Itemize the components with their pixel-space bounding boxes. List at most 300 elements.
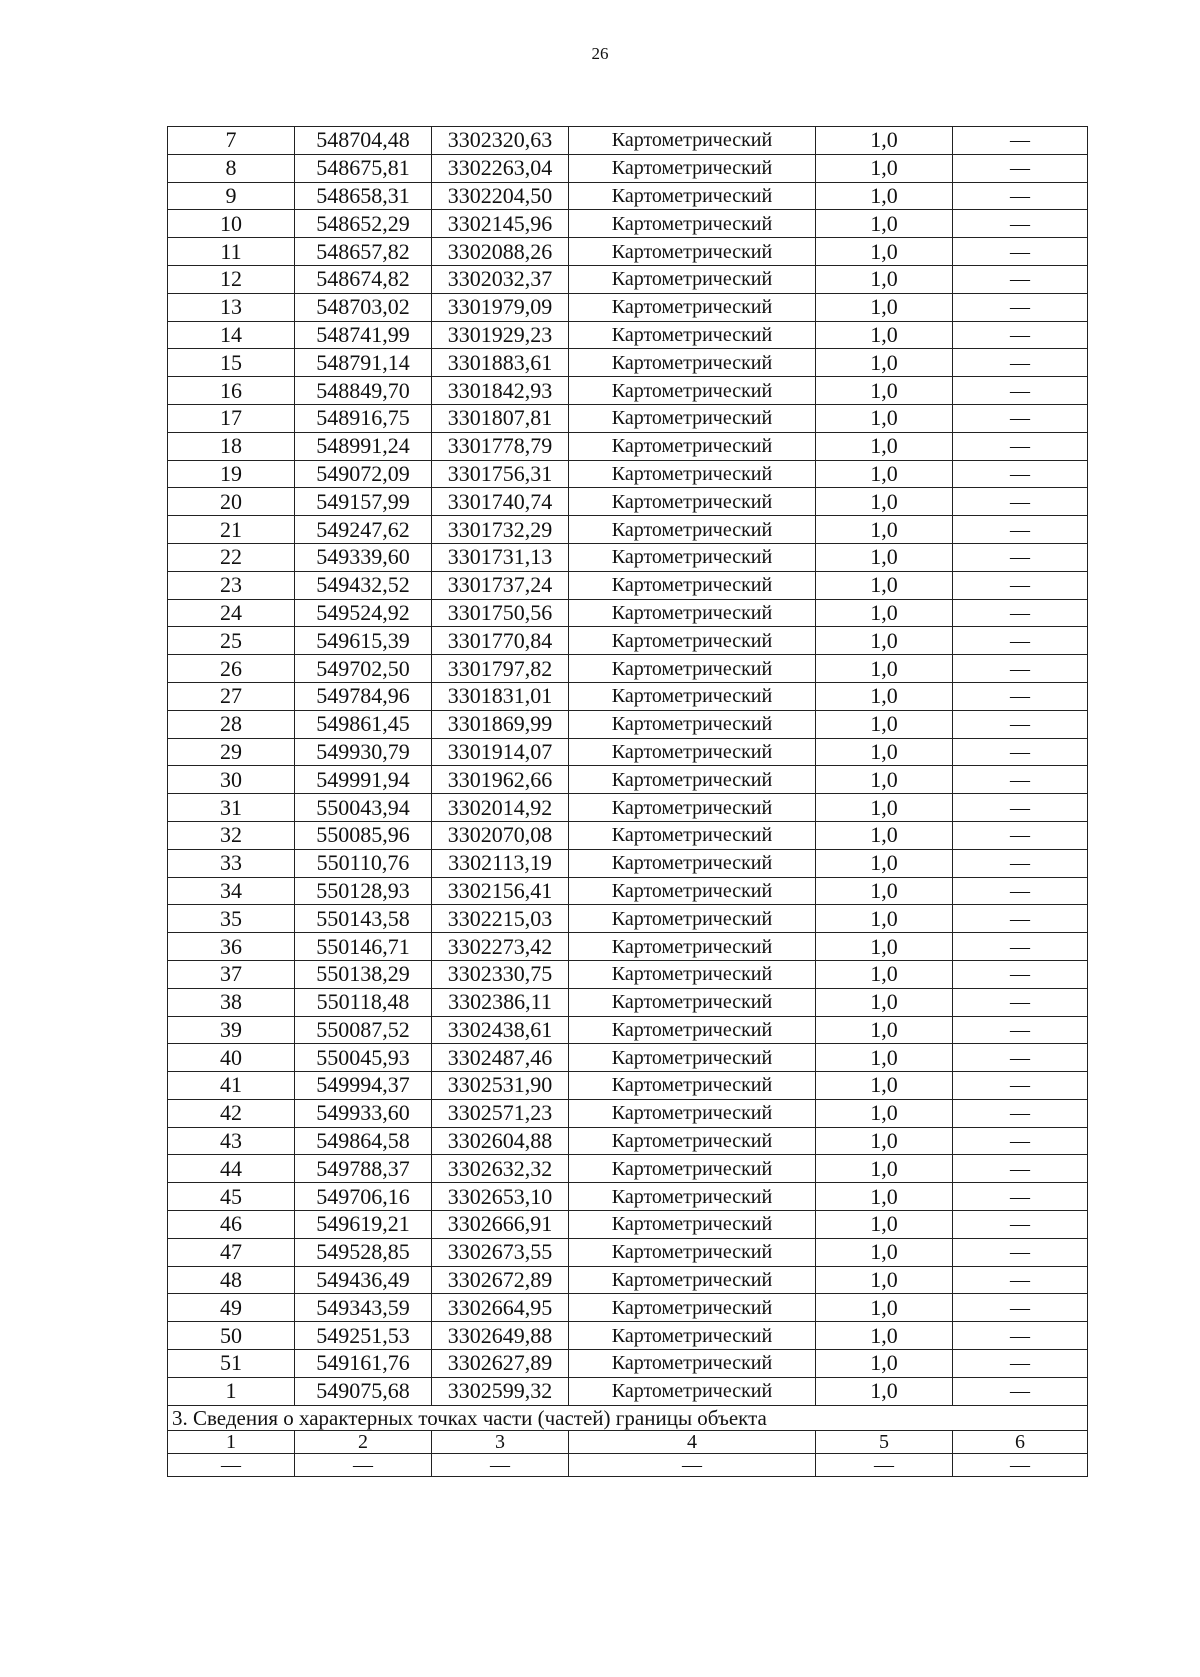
table-row: [168, 1127, 1088, 1155]
note-cell: —: [953, 1322, 1088, 1350]
note-cell: —: [953, 1155, 1088, 1183]
x-coordinate-cell: 549075,68: [295, 1377, 432, 1405]
section-3-row: [168, 1405, 1088, 1430]
note-cell: —: [953, 877, 1088, 905]
method-cell: Картометрический: [569, 377, 816, 405]
note-cell: —: [953, 794, 1088, 822]
point-number-cell: 33: [168, 849, 295, 877]
table-row: [168, 210, 1088, 238]
table-row: [168, 1155, 1088, 1183]
method-cell: Картометрический: [569, 488, 816, 516]
y-coordinate-cell: 3301869,99: [432, 710, 569, 738]
table-row: [168, 1016, 1088, 1044]
point-number-cell: 15: [168, 349, 295, 377]
y-coordinate-cell: 3302599,32: [432, 1377, 569, 1405]
y-coordinate-cell: 3302649,88: [432, 1322, 569, 1350]
method-cell: Картометрический: [569, 349, 816, 377]
point-number-cell: 25: [168, 627, 295, 655]
y-coordinate-cell: 3301797,82: [432, 655, 569, 683]
note-cell: —: [953, 1099, 1088, 1127]
table-row: [168, 1294, 1088, 1322]
accuracy-cell: 1,0: [816, 1072, 953, 1100]
accuracy-cell: 1,0: [816, 1266, 953, 1294]
table-row: [168, 265, 1088, 293]
point-number-cell: 18: [168, 432, 295, 460]
table-row: [168, 849, 1088, 877]
method-cell: Картометрический: [569, 682, 816, 710]
method-cell: Картометрический: [569, 1350, 816, 1378]
y-coordinate-cell: 3302487,46: [432, 1044, 569, 1072]
method-cell: Картометрический: [569, 293, 816, 321]
y-coordinate-cell: 3302032,37: [432, 265, 569, 293]
method-cell: Картометрический: [569, 432, 816, 460]
x-coordinate-cell: 548703,02: [295, 293, 432, 321]
note-cell: —: [953, 960, 1088, 988]
note-cell: —: [953, 1183, 1088, 1211]
method-cell: Картометрический: [569, 182, 816, 210]
table-row: [168, 516, 1088, 544]
method-cell: Картометрический: [569, 821, 816, 849]
y-coordinate-cell: 3302531,90: [432, 1072, 569, 1100]
method-cell: Картометрический: [569, 516, 816, 544]
x-coordinate-cell: 549706,16: [295, 1183, 432, 1211]
point-number-cell: 37: [168, 960, 295, 988]
method-cell: Картометрический: [569, 933, 816, 961]
x-coordinate-cell: 548704,48: [295, 127, 432, 155]
y-coordinate-cell: 3302070,08: [432, 821, 569, 849]
point-number-cell: 45: [168, 1183, 295, 1211]
table-row: [168, 794, 1088, 822]
note-cell: —: [953, 1127, 1088, 1155]
table-row: [168, 821, 1088, 849]
x-coordinate-cell: 549247,62: [295, 516, 432, 544]
note-cell: —: [953, 1016, 1088, 1044]
x-coordinate-cell: 549343,59: [295, 1294, 432, 1322]
accuracy-cell: 1,0: [816, 488, 953, 516]
y-coordinate-cell: 3301979,09: [432, 293, 569, 321]
table-row: [168, 1072, 1088, 1100]
y-coordinate-cell: 3302320,63: [432, 127, 569, 155]
accuracy-cell: 1,0: [816, 1127, 953, 1155]
method-cell: Картометрический: [569, 238, 816, 266]
point-number-cell: 1: [168, 1377, 295, 1405]
table-row: [168, 960, 1088, 988]
method-cell: Картометрический: [569, 738, 816, 766]
x-coordinate-cell: 549524,92: [295, 599, 432, 627]
y-coordinate-cell: 3302386,11: [432, 988, 569, 1016]
point-number-cell: 22: [168, 543, 295, 571]
x-coordinate-cell: 549436,49: [295, 1266, 432, 1294]
note-cell: —: [953, 627, 1088, 655]
x-coordinate-cell: 550118,48: [295, 988, 432, 1016]
method-cell: Картометрический: [569, 1377, 816, 1405]
table-row: [168, 766, 1088, 794]
table-row: [168, 988, 1088, 1016]
x-coordinate-cell: 549339,60: [295, 543, 432, 571]
coordinates-table-body: [168, 127, 1088, 1406]
point-number-cell: 50: [168, 1322, 295, 1350]
x-coordinate-cell: 549864,58: [295, 1127, 432, 1155]
accuracy-cell: 1,0: [816, 1044, 953, 1072]
table-row: [168, 599, 1088, 627]
table-row: [168, 933, 1088, 961]
note-cell: —: [953, 821, 1088, 849]
accuracy-cell: 1,0: [816, 738, 953, 766]
x-coordinate-cell: 548657,82: [295, 238, 432, 266]
section-3-empty-row: [168, 1453, 1088, 1476]
x-coordinate-cell: 549994,37: [295, 1072, 432, 1100]
y-coordinate-cell: 3302666,91: [432, 1211, 569, 1239]
method-cell: Картометрический: [569, 877, 816, 905]
accuracy-cell: 1,0: [816, 1099, 953, 1127]
accuracy-cell: 1,0: [816, 849, 953, 877]
x-coordinate-cell: 550143,58: [295, 905, 432, 933]
y-coordinate-cell: 3302145,96: [432, 210, 569, 238]
y-coordinate-cell: 3302438,61: [432, 1016, 569, 1044]
table-row: [168, 154, 1088, 182]
x-coordinate-cell: 549933,60: [295, 1099, 432, 1127]
method-cell: Картометрический: [569, 1238, 816, 1266]
section-3-header-cell: 2: [295, 1430, 432, 1453]
note-cell: —: [953, 655, 1088, 683]
point-number-cell: 13: [168, 293, 295, 321]
accuracy-cell: 1,0: [816, 516, 953, 544]
table-row: [168, 655, 1088, 683]
x-coordinate-cell: 548849,70: [295, 377, 432, 405]
accuracy-cell: 1,0: [816, 599, 953, 627]
point-number-cell: 8: [168, 154, 295, 182]
y-coordinate-cell: 3302604,88: [432, 1127, 569, 1155]
method-cell: Картометрический: [569, 127, 816, 155]
method-cell: Картометрический: [569, 1155, 816, 1183]
table-row: [168, 1322, 1088, 1350]
point-number-cell: 47: [168, 1238, 295, 1266]
point-number-cell: 11: [168, 238, 295, 266]
accuracy-cell: 1,0: [816, 1211, 953, 1239]
y-coordinate-cell: 3302571,23: [432, 1099, 569, 1127]
table-row: [168, 182, 1088, 210]
note-cell: —: [953, 238, 1088, 266]
note-cell: —: [953, 1211, 1088, 1239]
point-number-cell: 9: [168, 182, 295, 210]
point-number-cell: 29: [168, 738, 295, 766]
point-number-cell: 41: [168, 1072, 295, 1100]
note-cell: —: [953, 404, 1088, 432]
point-number-cell: 30: [168, 766, 295, 794]
y-coordinate-cell: 3302263,04: [432, 154, 569, 182]
accuracy-cell: 1,0: [816, 293, 953, 321]
method-cell: Картометрический: [569, 1016, 816, 1044]
table-row: [168, 488, 1088, 516]
y-coordinate-cell: 3302653,10: [432, 1183, 569, 1211]
y-coordinate-cell: 3301750,56: [432, 599, 569, 627]
point-number-cell: 12: [168, 265, 295, 293]
point-number-cell: 51: [168, 1350, 295, 1378]
y-coordinate-cell: 3302664,95: [432, 1294, 569, 1322]
section-3-empty-cell: —: [569, 1453, 816, 1476]
method-cell: Картометрический: [569, 905, 816, 933]
accuracy-cell: 1,0: [816, 238, 953, 266]
x-coordinate-cell: 549991,94: [295, 766, 432, 794]
y-coordinate-cell: 3302273,42: [432, 933, 569, 961]
method-cell: Картометрический: [569, 321, 816, 349]
y-coordinate-cell: 3302672,89: [432, 1266, 569, 1294]
point-number-cell: 17: [168, 404, 295, 432]
y-coordinate-cell: 3301831,01: [432, 682, 569, 710]
accuracy-cell: 1,0: [816, 794, 953, 822]
table-row: [168, 432, 1088, 460]
table-row: [168, 404, 1088, 432]
accuracy-cell: 1,0: [816, 404, 953, 432]
note-cell: —: [953, 738, 1088, 766]
note-cell: —: [953, 488, 1088, 516]
note-cell: —: [953, 988, 1088, 1016]
table-row: [168, 321, 1088, 349]
note-cell: —: [953, 905, 1088, 933]
note-cell: —: [953, 182, 1088, 210]
table-row: [168, 238, 1088, 266]
point-number-cell: 16: [168, 377, 295, 405]
accuracy-cell: 1,0: [816, 1183, 953, 1211]
table-row: [168, 738, 1088, 766]
x-coordinate-cell: 548991,24: [295, 432, 432, 460]
method-cell: Картометрический: [569, 766, 816, 794]
point-number-cell: 24: [168, 599, 295, 627]
x-coordinate-cell: 549251,53: [295, 1322, 432, 1350]
section-3-title: 3. Сведения о характерных точках части (частей) границы объекта: [168, 1405, 1088, 1430]
section-3-empty-cell: —: [953, 1453, 1088, 1476]
accuracy-cell: 1,0: [816, 460, 953, 488]
method-cell: Картометрический: [569, 1099, 816, 1127]
accuracy-cell: 1,0: [816, 766, 953, 794]
note-cell: —: [953, 682, 1088, 710]
accuracy-cell: 1,0: [816, 821, 953, 849]
note-cell: —: [953, 710, 1088, 738]
y-coordinate-cell: 3302088,26: [432, 238, 569, 266]
note-cell: —: [953, 265, 1088, 293]
y-coordinate-cell: 3302156,41: [432, 877, 569, 905]
point-number-cell: 19: [168, 460, 295, 488]
table-row: [168, 627, 1088, 655]
point-number-cell: 27: [168, 682, 295, 710]
y-coordinate-cell: 3301914,07: [432, 738, 569, 766]
table-row: [168, 1238, 1088, 1266]
method-cell: Картометрический: [569, 1266, 816, 1294]
y-coordinate-cell: 3302113,19: [432, 849, 569, 877]
table-row: [168, 1350, 1088, 1378]
point-number-cell: 10: [168, 210, 295, 238]
point-number-cell: 39: [168, 1016, 295, 1044]
x-coordinate-cell: 550110,76: [295, 849, 432, 877]
method-cell: Картометрический: [569, 655, 816, 683]
y-coordinate-cell: 3301929,23: [432, 321, 569, 349]
accuracy-cell: 1,0: [816, 1350, 953, 1378]
accuracy-cell: 1,0: [816, 571, 953, 599]
method-cell: Картометрический: [569, 1127, 816, 1155]
x-coordinate-cell: 550045,93: [295, 1044, 432, 1072]
note-cell: —: [953, 766, 1088, 794]
table-row: [168, 1266, 1088, 1294]
table-row: [168, 877, 1088, 905]
method-cell: Картометрический: [569, 599, 816, 627]
note-cell: —: [953, 849, 1088, 877]
section-3-empty-cell: —: [816, 1453, 953, 1476]
accuracy-cell: 1,0: [816, 960, 953, 988]
table-row: [168, 1377, 1088, 1405]
note-cell: —: [953, 571, 1088, 599]
method-cell: Картометрический: [569, 627, 816, 655]
accuracy-cell: 1,0: [816, 1294, 953, 1322]
accuracy-cell: 1,0: [816, 1238, 953, 1266]
y-coordinate-cell: 3301770,84: [432, 627, 569, 655]
table-row: [168, 905, 1088, 933]
point-number-cell: 7: [168, 127, 295, 155]
note-cell: —: [953, 543, 1088, 571]
page-number: 26: [591, 44, 609, 63]
y-coordinate-cell: 3301732,29: [432, 516, 569, 544]
note-cell: —: [953, 210, 1088, 238]
point-number-cell: 44: [168, 1155, 295, 1183]
point-number-cell: 31: [168, 794, 295, 822]
table-row: [168, 377, 1088, 405]
table-row: [168, 1044, 1088, 1072]
method-cell: Картометрический: [569, 794, 816, 822]
table-row: [168, 293, 1088, 321]
method-cell: Картометрический: [569, 849, 816, 877]
table-row: [168, 127, 1088, 155]
point-number-cell: 46: [168, 1211, 295, 1239]
note-cell: —: [953, 1377, 1088, 1405]
point-number-cell: 48: [168, 1266, 295, 1294]
x-coordinate-cell: 549615,39: [295, 627, 432, 655]
coordinates-table: [167, 126, 1088, 1477]
y-coordinate-cell: 3301740,74: [432, 488, 569, 516]
table-row: [168, 543, 1088, 571]
note-cell: —: [953, 1072, 1088, 1100]
accuracy-cell: 1,0: [816, 905, 953, 933]
point-number-cell: 34: [168, 877, 295, 905]
x-coordinate-cell: 549161,76: [295, 1350, 432, 1378]
y-coordinate-cell: 3301883,61: [432, 349, 569, 377]
point-number-cell: 23: [168, 571, 295, 599]
x-coordinate-cell: 550043,94: [295, 794, 432, 822]
accuracy-cell: 1,0: [816, 154, 953, 182]
section-3-header-cell: 6: [953, 1430, 1088, 1453]
method-cell: Картометрический: [569, 960, 816, 988]
method-cell: Картометрический: [569, 988, 816, 1016]
accuracy-cell: 1,0: [816, 655, 953, 683]
y-coordinate-cell: 3302673,55: [432, 1238, 569, 1266]
x-coordinate-cell: 549432,52: [295, 571, 432, 599]
note-cell: —: [953, 599, 1088, 627]
accuracy-cell: 1,0: [816, 432, 953, 460]
method-cell: Картометрический: [569, 404, 816, 432]
method-cell: Картометрический: [569, 543, 816, 571]
x-coordinate-cell: 549528,85: [295, 1238, 432, 1266]
accuracy-cell: 1,0: [816, 988, 953, 1016]
note-cell: —: [953, 1266, 1088, 1294]
y-coordinate-cell: 3302627,89: [432, 1350, 569, 1378]
x-coordinate-cell: 548658,31: [295, 182, 432, 210]
table-row: [168, 1211, 1088, 1239]
x-coordinate-cell: 548791,14: [295, 349, 432, 377]
method-cell: Картометрический: [569, 154, 816, 182]
point-number-cell: 36: [168, 933, 295, 961]
y-coordinate-cell: 3301756,31: [432, 460, 569, 488]
section-3-header-row: [168, 1430, 1088, 1453]
x-coordinate-cell: 548652,29: [295, 210, 432, 238]
point-number-cell: 40: [168, 1044, 295, 1072]
x-coordinate-cell: 549788,37: [295, 1155, 432, 1183]
point-number-cell: 32: [168, 821, 295, 849]
y-coordinate-cell: 3301807,81: [432, 404, 569, 432]
accuracy-cell: 1,0: [816, 127, 953, 155]
section-3-header-cell: 1: [168, 1430, 295, 1453]
x-coordinate-cell: 549157,99: [295, 488, 432, 516]
accuracy-cell: 1,0: [816, 210, 953, 238]
x-coordinate-cell: 549930,79: [295, 738, 432, 766]
y-coordinate-cell: 3301778,79: [432, 432, 569, 460]
note-cell: —: [953, 460, 1088, 488]
x-coordinate-cell: 548674,82: [295, 265, 432, 293]
y-coordinate-cell: 3302215,03: [432, 905, 569, 933]
note-cell: —: [953, 154, 1088, 182]
note-cell: —: [953, 933, 1088, 961]
method-cell: Картометрический: [569, 1183, 816, 1211]
point-number-cell: 28: [168, 710, 295, 738]
accuracy-cell: 1,0: [816, 543, 953, 571]
note-cell: —: [953, 432, 1088, 460]
x-coordinate-cell: 548916,75: [295, 404, 432, 432]
table-row: [168, 682, 1088, 710]
x-coordinate-cell: 550128,93: [295, 877, 432, 905]
table-row: [168, 349, 1088, 377]
method-cell: Картометрический: [569, 1044, 816, 1072]
method-cell: Картометрический: [569, 210, 816, 238]
accuracy-cell: 1,0: [816, 933, 953, 961]
note-cell: —: [953, 293, 1088, 321]
x-coordinate-cell: 550146,71: [295, 933, 432, 961]
note-cell: —: [953, 321, 1088, 349]
accuracy-cell: 1,0: [816, 1322, 953, 1350]
accuracy-cell: 1,0: [816, 182, 953, 210]
accuracy-cell: 1,0: [816, 377, 953, 405]
x-coordinate-cell: 550085,96: [295, 821, 432, 849]
section-3-empty-cell: —: [432, 1453, 569, 1476]
accuracy-cell: 1,0: [816, 627, 953, 655]
point-number-cell: 14: [168, 321, 295, 349]
point-number-cell: 42: [168, 1099, 295, 1127]
x-coordinate-cell: 549619,21: [295, 1211, 432, 1239]
x-coordinate-cell: 549702,50: [295, 655, 432, 683]
method-cell: Картометрический: [569, 1211, 816, 1239]
section-3-header-cell: 4: [569, 1430, 816, 1453]
y-coordinate-cell: 3302014,92: [432, 794, 569, 822]
x-coordinate-cell: 548741,99: [295, 321, 432, 349]
x-coordinate-cell: 550138,29: [295, 960, 432, 988]
x-coordinate-cell: 549784,96: [295, 682, 432, 710]
method-cell: Картометрический: [569, 1322, 816, 1350]
section-3-empty-cell: —: [168, 1453, 295, 1476]
method-cell: Картометрический: [569, 571, 816, 599]
section-3-header-cell: 5: [816, 1430, 953, 1453]
method-cell: Картометрический: [569, 265, 816, 293]
point-number-cell: 35: [168, 905, 295, 933]
x-coordinate-cell: 549072,09: [295, 460, 432, 488]
point-number-cell: 26: [168, 655, 295, 683]
section-3-empty-cell: —: [295, 1453, 432, 1476]
table-row: [168, 571, 1088, 599]
